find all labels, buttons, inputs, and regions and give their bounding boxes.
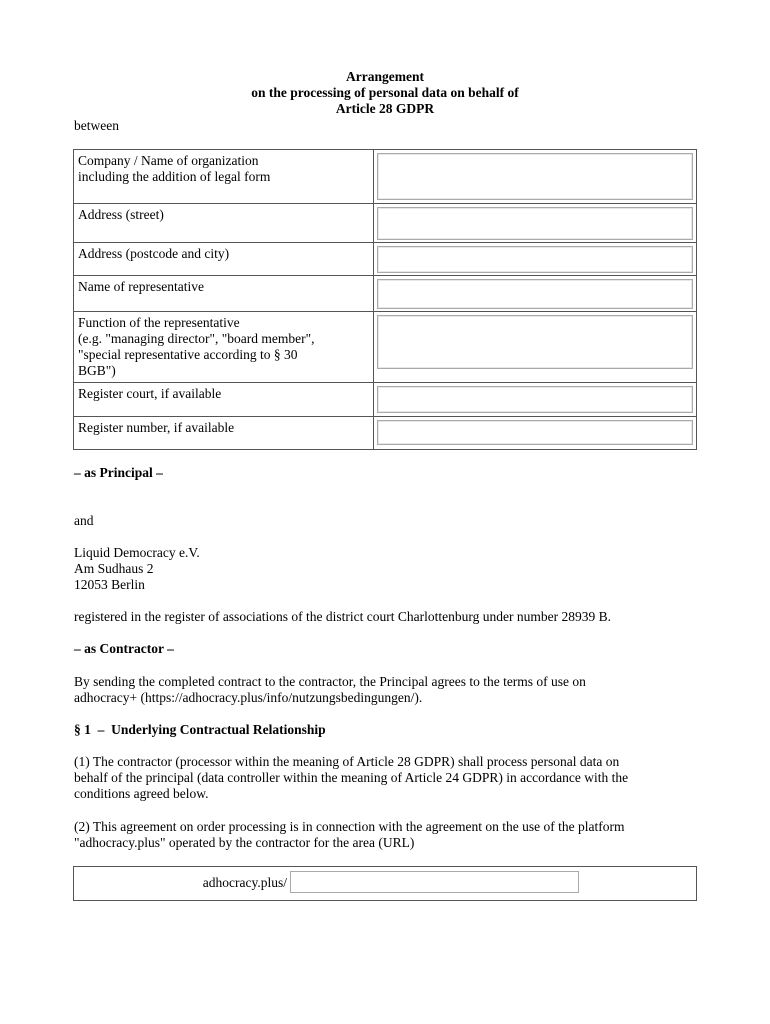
label-function (74, 312, 374, 383)
terms-line: By sending the completed contract to the contractor, the Principal agrees to the terms of use on (74, 674, 586, 689)
between-text: between (74, 118, 119, 133)
label-representative (74, 276, 374, 312)
as-principal-label: – as Principal – (74, 465, 163, 480)
document-title (0, 69, 770, 117)
label-company (74, 150, 374, 204)
form-row-register-number (74, 417, 697, 450)
contractor-address (74, 545, 694, 593)
form-row-postcode-city (74, 243, 697, 276)
label-line: Function of the representative (78, 315, 240, 330)
label-line: including the addition of legal form (78, 169, 271, 184)
label-line: Register court, if available (78, 386, 222, 401)
form-row-representative (74, 276, 697, 312)
principal-form-table (73, 149, 697, 450)
register-number-input[interactable] (377, 420, 693, 445)
paragraph-line: behalf of the principal (data controller within the meaning of Article 24 GDPR) in accordance with the (74, 770, 629, 785)
label-line: Address (street) (78, 207, 164, 222)
terms-line: adhocracy+ (https://adhocracy.plus/info/nutzungsbedingungen/). (74, 690, 423, 705)
and-text: and (74, 513, 94, 528)
label-line: Address (postcode and city) (78, 246, 230, 261)
paragraph-line: (1) The contractor (processor within the meaning of Article 28 GDPR) shall process personal data on (74, 754, 620, 769)
field-cell-street (374, 204, 697, 243)
field-cell-postcode-city (374, 243, 697, 276)
contractor-registration: registered in the register of associations of the district court Charlottenburg under number 28939 B. (74, 609, 611, 624)
function-input[interactable] (377, 315, 693, 369)
representative-input[interactable] (377, 279, 693, 309)
street-input[interactable] (377, 207, 693, 240)
paragraph-line: "adhocracy.plus" operated by the contractor for the area (URL) (74, 835, 415, 850)
label-register-court (74, 383, 374, 417)
register-court-input[interactable] (377, 386, 693, 413)
label-postcode-city (74, 243, 374, 276)
url-input[interactable] (290, 871, 579, 893)
label-street (74, 204, 374, 243)
as-contractor-label: – as Contractor – (74, 641, 174, 656)
title-line-3: Article 28 GDPR (335, 101, 435, 116)
section-1-paragraph-1 (74, 754, 714, 802)
field-cell-register-number (374, 417, 697, 450)
label-line: Company / Name of organization (78, 153, 259, 168)
section-1-paragraph-2 (74, 819, 714, 851)
paragraph-line: (2) This agreement on order processing is in connection with the agreement on the use of the platform (74, 819, 625, 834)
field-cell-register-court (374, 383, 697, 417)
field-cell-representative (374, 276, 697, 312)
form-row-function (74, 312, 697, 383)
label-line: BGB") (78, 363, 116, 378)
form-row-register-court (74, 383, 697, 417)
contractor-city: 12053 Berlin (74, 577, 145, 592)
label-line: "special representative according to § 30 (78, 347, 298, 362)
label-register-number (74, 417, 374, 450)
terms-paragraph (74, 674, 694, 706)
label-line: Register number, if available (78, 420, 235, 435)
form-row-street (74, 204, 697, 243)
label-line: Name of representative (78, 279, 204, 294)
section-1-heading: § 1 – Underlying Contractual Relationship (74, 722, 326, 737)
company-input[interactable] (377, 153, 693, 200)
title-line-1: Arrangement (346, 69, 424, 84)
label-line: (e.g. "managing director", "board member", (78, 331, 315, 346)
paragraph-line: conditions agreed below. (74, 786, 209, 801)
contractor-name: Liquid Democracy e.V. (74, 545, 200, 560)
contractor-street: Am Sudhaus 2 (74, 561, 154, 576)
title-line-2: on the processing of personal data on behalf of (251, 85, 519, 100)
postcode-city-input[interactable] (377, 246, 693, 273)
url-prefix-label: adhocracy.plus/ (202, 875, 287, 890)
field-cell-company (374, 150, 697, 204)
form-row-company (74, 150, 697, 204)
url-field-box (73, 866, 697, 901)
field-cell-function (374, 312, 697, 383)
